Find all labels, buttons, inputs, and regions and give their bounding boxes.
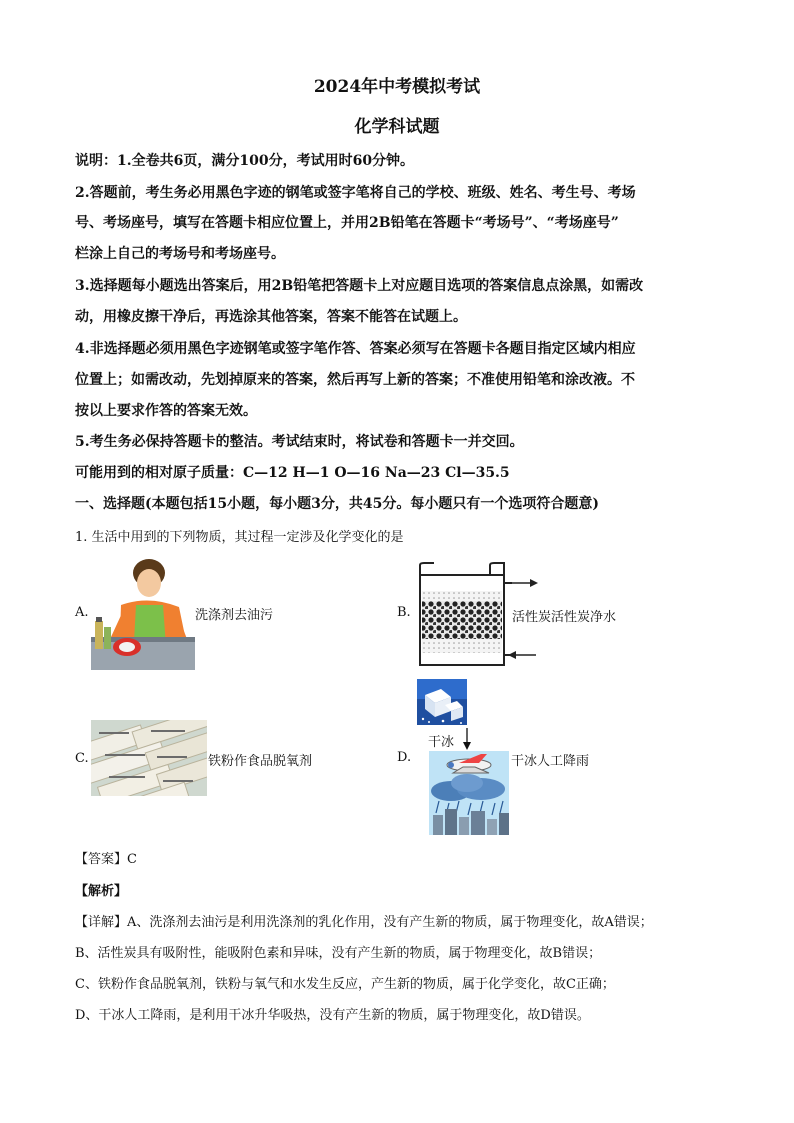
oxygen-absorber-packets-image [91, 720, 207, 796]
instruction-line: 动，用橡皮擦干净后，再选涂其他答案，答案不能答在试题上。 [75, 309, 467, 325]
answer: 【答案】C [75, 852, 137, 867]
option-d-label: D. [397, 750, 412, 765]
option-b-text: 活性炭活性炭净水 [512, 610, 617, 625]
down-arrow-icon [462, 728, 472, 750]
analysis-line: D、干冰人工降雨，是利用干冰升华吸热，没有产生新的物质，属于物理变化，故D错误。 [75, 1008, 590, 1023]
question-stem: 1. 生活中用到的下列物质，其过程一定涉及化学变化的是 [75, 530, 404, 545]
dry-ice-image [417, 679, 467, 725]
option-a-label: A. [75, 605, 89, 620]
instruction-line: 按以上要求作答的答案无效。 [75, 403, 257, 419]
cloud-seeding-plane-image [429, 751, 509, 835]
instruction-line: 3.选择题每小题选出答案后，用2B铅笔把答题卡上对应题目选项的答案信息点涂黑，如需改 [75, 278, 644, 294]
instruction-line: 号、考场座号，填写在答题卡相应位置上，并用2B铅笔在答题卡“考场号”、“考场座号” [75, 215, 619, 231]
option-c-text: 铁粉作食品脱氧剂 [208, 754, 313, 769]
analysis-line: C、铁粉作食品脱氧剂，铁粉与氧气和水发生反应，产生新的物质，属于化学变化，故C正确； [75, 977, 615, 992]
atomic-mass-line: 可能用到的相对原子质量：C—12 H—1 O—16 Na—23 Cl—35.5 [75, 465, 510, 481]
instruction-line: 4.非选择题必须用黑色字迹钢笔或签字笔作答、答案必须写在答题卡各题目指定区域内相应 [75, 341, 636, 357]
instruction-line: 栏涂上自己的考场号和考场座号。 [75, 246, 285, 262]
option-d-text: 干冰人工降雨 [511, 754, 590, 769]
analysis-heading: 【解析】 [75, 884, 128, 899]
exam-subtitle: 化学科试题 [354, 117, 440, 137]
analysis-line: 【详解】A、洗涤剂去油污是利用洗涤剂的乳化作用，没有产生新的物质，属于物理变化，故A错误； [75, 915, 653, 930]
instruction-line: 2.答题前，考生务必用黑色字迹的钢笔或签字笔将自己的学校、班级、姓名、考生号、考场 [75, 185, 636, 201]
section-heading: 一、选择题(本题包括15小题，每小题3分，共45分。每小题只有一个选项符合题意) [75, 496, 599, 512]
analysis-line: B、活性炭具有吸附性，能吸附色素和异味，没有产生新的物质，属于物理变化，故B错误； [75, 946, 602, 961]
dry-ice-arrow-label: 干冰 [428, 735, 455, 750]
dishwashing-image [91, 555, 195, 670]
exam-title: 2024年中考模拟考试 [313, 77, 481, 97]
instruction-line: 说明：1.全卷共6页，满分100分，考试用时60分钟。 [75, 153, 415, 169]
option-b-label: B. [397, 605, 411, 620]
option-c-label: C. [75, 751, 89, 766]
option-a-text: 洗涤剂去油污 [195, 608, 274, 623]
instruction-line: 位置上；如需改动，先划掉原来的答案，然后再写上新的答案；不准使用铅笔和涂改液。不 [75, 372, 635, 388]
instruction-line: 5.考生务必保持答题卡的整洁。考试结束时，将试卷和答题卡一并交回。 [75, 434, 524, 450]
